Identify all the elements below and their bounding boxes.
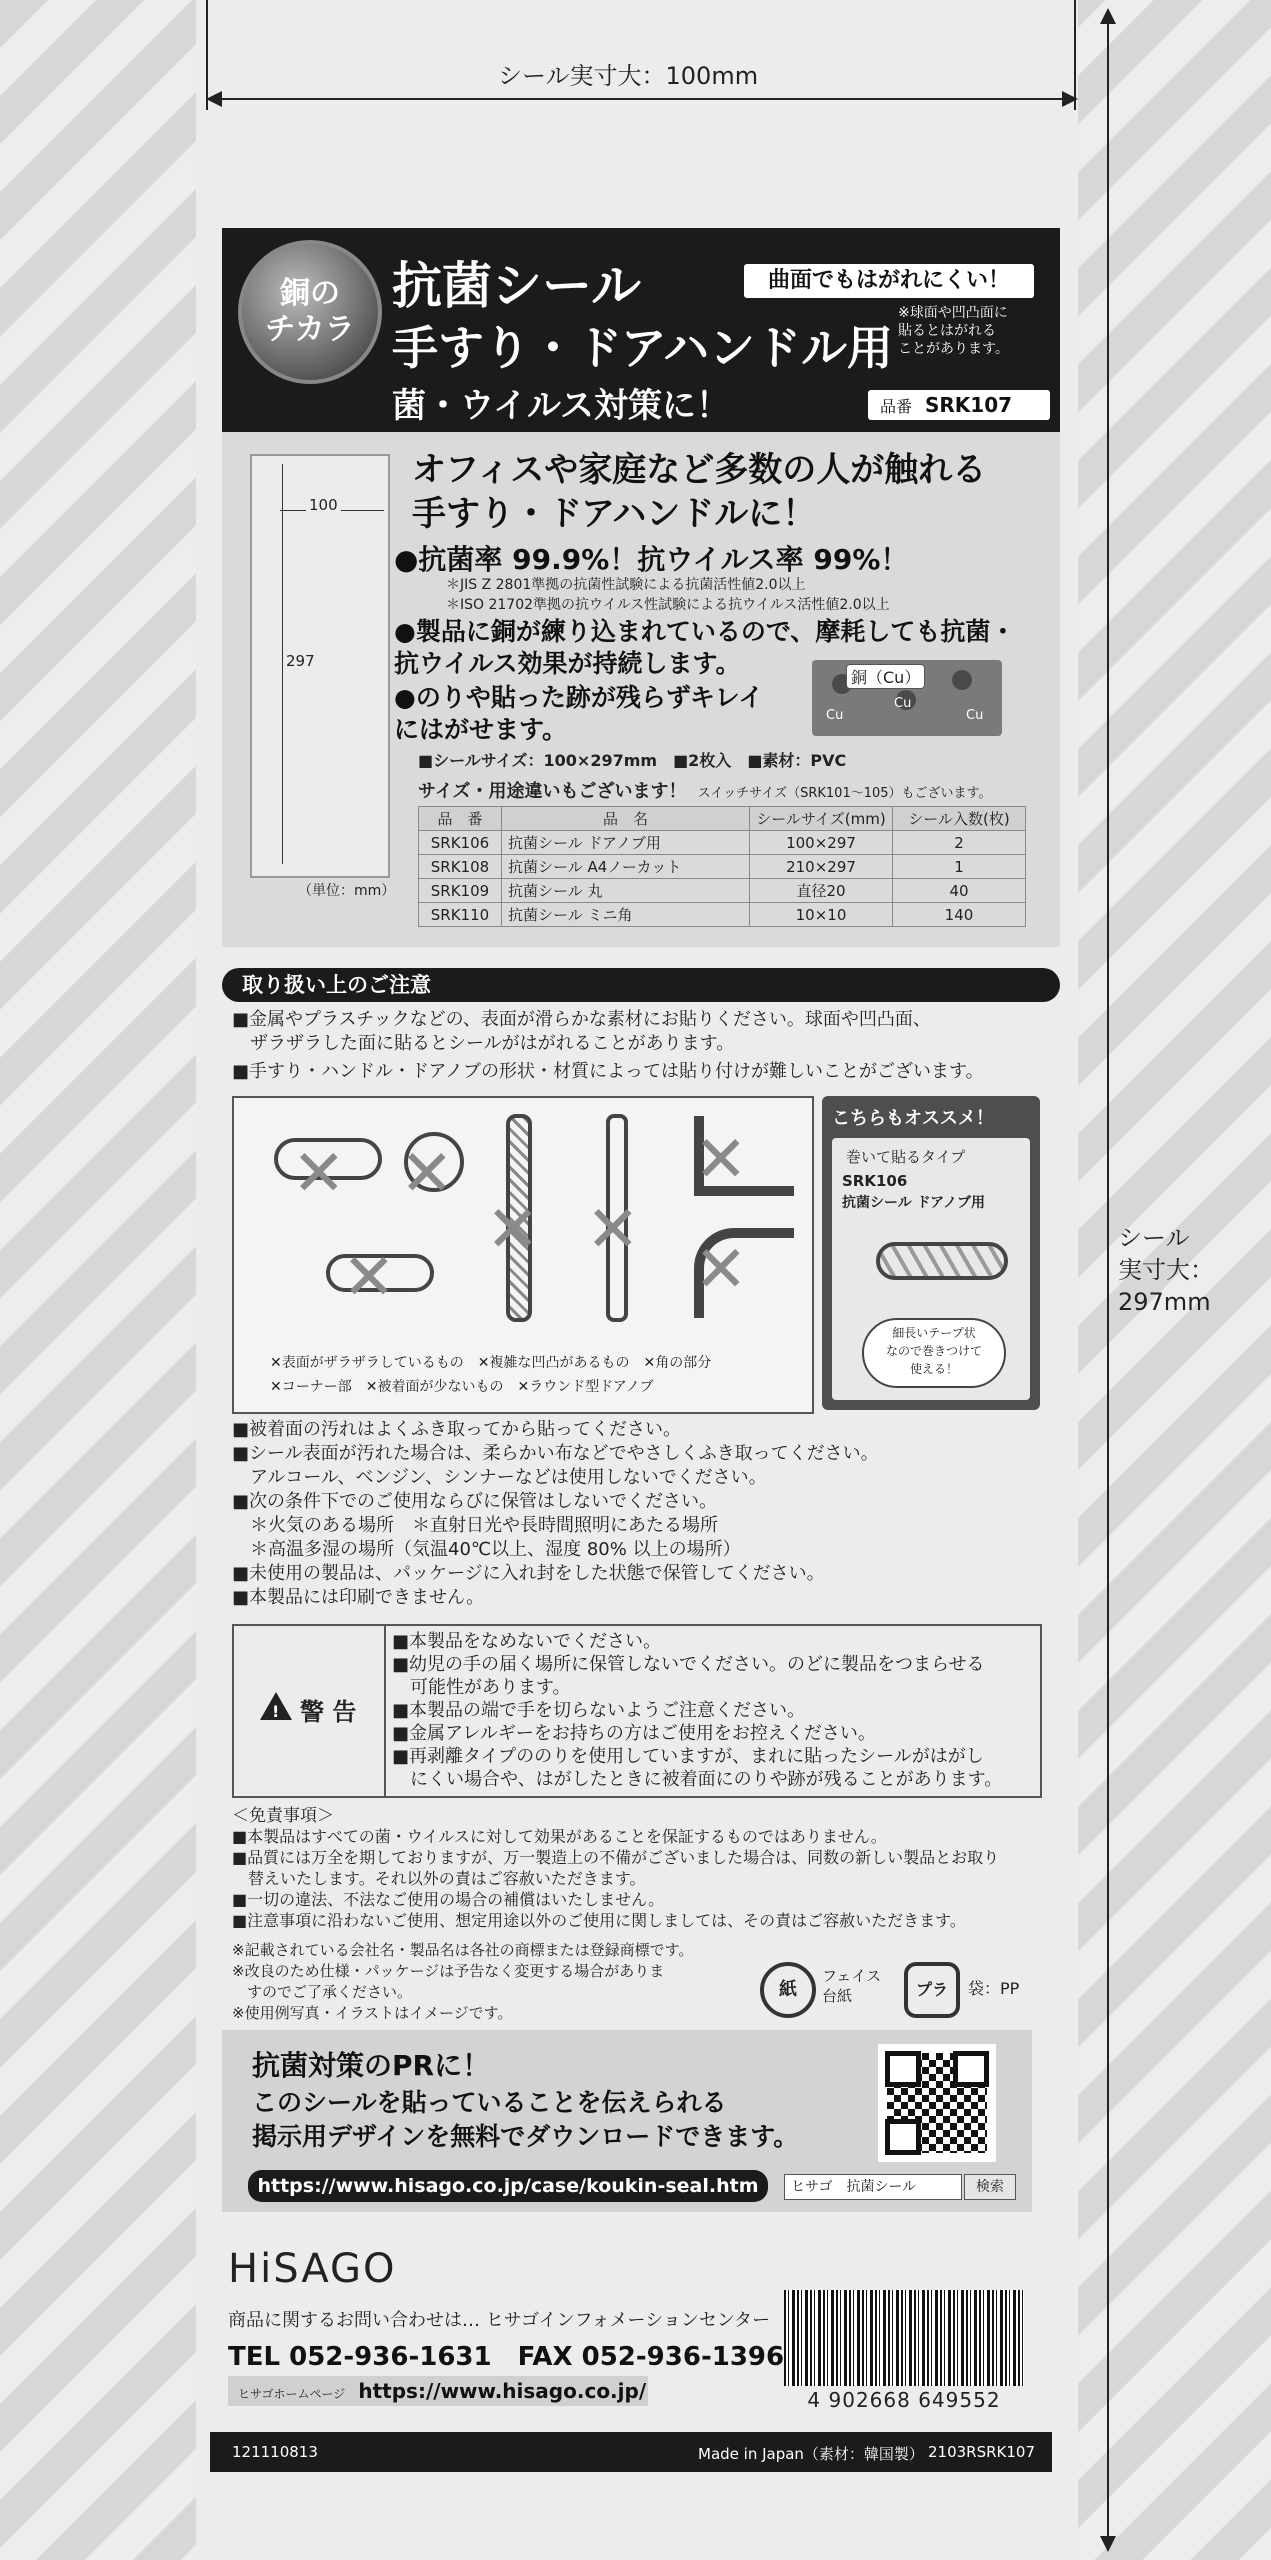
lineup-cell: 40 [893, 879, 1026, 903]
recommend-type: 巻いて貼るタイプ [846, 1148, 966, 1166]
cross-mark-icon: ✕ [292, 1137, 346, 1211]
copper-label: 銅（Cu） [846, 664, 925, 689]
width-dimension-line [208, 98, 1074, 100]
pr-title: 抗菌対策のPRに！ [252, 2049, 491, 2082]
lineup-row [419, 855, 1026, 879]
title-line2: 手すり・ドアハンドル用 [392, 321, 893, 375]
subtitle: 菌・ウイルス対策に！ [392, 386, 730, 426]
product-code-label: 品番 [880, 397, 913, 416]
lineup-row [419, 831, 1026, 855]
lineup-cell: SRK108 [419, 855, 502, 879]
recommend-card [832, 1138, 1030, 1400]
lineup-cell: 抗菌シール ミニ角 [502, 903, 750, 927]
lineup-cell: 10×10 [750, 903, 893, 927]
lineup-cell: 抗菌シール A4ノーカット [502, 855, 750, 879]
left-edge-line [206, 0, 208, 110]
caution-line1: ■金属やプラスチックなどの、表面が滑らかな素材にお貼りください。球面や凹凸面、 ザラザラした面に貼るとシールがはがれることがあります。 [232, 1009, 931, 1054]
lineup-row [419, 903, 1026, 927]
warning-text: ■本製品をなめないでください。 ■幼児の手の届く場所に保管しないでください。のどに製品をつまらせる 可能性があります。 ■本製品の端で手を切らないようご注意ください。 ■金属アレルギーをお持ちの方はご使用をお控えください。 ■再剥離タイプののりを使用していますが、まれに貼ったシールがはがし にくい場合や、はがしたときに被着面にのりや跡が残ることがあります。 [392, 1631, 1003, 1790]
product-code-box [868, 390, 1050, 420]
copper-power-badge [238, 240, 382, 384]
unsuitable-surfaces-illustration [232, 1096, 814, 1414]
feature-point2: ●製品に銅が練り込まれているので、摩耗しても抗菌・ 抗ウイルス効果が持続します。 [394, 617, 1016, 678]
cu-label: Cu [966, 708, 984, 723]
plastic-recycle-icon [904, 1962, 960, 2018]
lineup-table [418, 806, 1026, 927]
arrow-up-icon [1100, 8, 1116, 24]
feature-point3: ●のりや貼った跡が残らずキレイ にはがせます。 [394, 683, 764, 744]
search-button[interactable]: 検索 [964, 2174, 1016, 2200]
pr-url-link[interactable]: https://www.hisago.co.jp/case/koukin-seal.htm [248, 2170, 768, 2202]
caution-title: 取り扱い上のご注意 [222, 968, 1060, 1002]
lineup-header: 品 番 [419, 807, 502, 831]
warning-box [232, 1624, 1042, 1798]
lineup-block [418, 778, 1028, 927]
lineup-title: サイズ・用途違いもございます！ [418, 781, 687, 802]
arrow-down-icon [1100, 2536, 1116, 2552]
footer-left-code: 121110813 [232, 2443, 318, 2461]
warning-icon-mark: ! [272, 1702, 280, 1721]
cross-mark-icon: ✕ [694, 1123, 748, 1197]
lineup-note: スイッチサイズ（SRK101～105）もございます。 [697, 786, 992, 801]
lineup-header: シール入数(枚) [893, 807, 1026, 831]
product-code: SRK107 [924, 393, 1013, 417]
homepage-box [228, 2376, 648, 2406]
lineup-cell: 210×297 [750, 855, 893, 879]
homepage-label: ヒサゴホームページ [238, 2387, 346, 2401]
lineup-cell: SRK110 [419, 903, 502, 927]
right-edge-line [1074, 0, 1076, 110]
lineup-cell: 2 [893, 831, 1026, 855]
lineup-heading [418, 778, 1028, 806]
footer-made-in: Made in Japan（素材：韓国製） [698, 2445, 924, 2463]
qr-code-icon [878, 2044, 996, 2162]
recommend-title: こちらもオススメ！ [832, 1108, 994, 1129]
lineup-header-row [419, 807, 1026, 831]
paper-recycle-icon [760, 1962, 816, 2018]
height-dimension-line [1107, 16, 1109, 2546]
homepage-link[interactable]: https://www.hisago.co.jp/ [358, 2379, 647, 2403]
cu-label: Cu [826, 708, 844, 723]
plastic-recycle-mark: プラ [915, 1980, 948, 1999]
diagram-unit: （単位：mm） [298, 883, 396, 899]
height-dimension-label: シール 実寸大： 297mm [1118, 1224, 1214, 1316]
recommend-code: SRK106 [842, 1172, 908, 1190]
lineup-row [419, 879, 1026, 903]
caution-more: ■被着面の汚れはよくふき取ってから貼ってください。 ■シール表面が汚れた場合は、柔らかい布などでやさしくふき取ってください。 アルコール、ベンジン、シンナーなどは使用しないでください。 ■次の条件下でのご使用ならびに保管はしないでください。 ＊火気のある場所 ＊直射日光や長時間照明にあたる場所 ＊高温多湿の場所（気温40℃以上、湿度 80% 以上の場所） ■未使用の製品は、パッケージに入れ封をした状態で保管してください。 ■本製品には印刷できません。 [232, 1419, 879, 1608]
lineup-header: シールサイズ(mm) [750, 807, 893, 831]
cross-mark-icon: ✕ [586, 1193, 640, 1267]
feature-point1: ●抗菌率 99.9%！抗ウイルス率 99%！ [394, 543, 909, 576]
cross-mark-icon: ✕ [400, 1137, 454, 1211]
illus-caption1: ✕表面がザラザラしているもの ✕複雑な凹凸があるもの ✕角の部分 [270, 1355, 712, 1371]
barcode [784, 2290, 1024, 2386]
lineup-cell: SRK106 [419, 831, 502, 855]
lineup-cell: 100×297 [750, 831, 893, 855]
seal-diagram [250, 454, 390, 878]
caution-line2: ■手すり・ハンドル・ドアノブの形状・材質によっては貼り付けが難しいことがございます。 [232, 1061, 984, 1082]
feature-headline: オフィスや家庭など多数の人が触れる 手すり・ドアハンドルに！ [412, 450, 987, 534]
cross-mark-icon: ✕ [694, 1233, 748, 1307]
recommend-panel [822, 1096, 1040, 1410]
paper-recycle-mark: 紙 [779, 1979, 797, 2000]
disclaimer-title: ＜免責事項＞ [232, 1806, 334, 1826]
lineup-cell: 抗菌シール 丸 [502, 879, 750, 903]
diagram-width: 100 [306, 496, 341, 514]
copper-dot [952, 670, 972, 690]
cu-label: Cu [894, 696, 912, 711]
callout-pill: 曲面でもはがれにくい！ [744, 264, 1034, 298]
illus-caption2: ✕コーナー部 ✕被着面が少ないもの ✕ラウンド型ドアノブ [270, 1379, 654, 1395]
search-text: ヒサゴ 抗菌シール [791, 2179, 917, 2195]
diagram-height: 297 [286, 652, 315, 670]
pr-text: このシールを貼っていることを伝えられる 掲示用デザインを無料でダウンロードできます。 [252, 2088, 799, 2151]
lineup-cell: 1 [893, 855, 1026, 879]
disclaimer-text: ■本製品はすべての菌・ウイルスに対して効果があることを保証するものではありません。 ■品質には万全を期しておりますが、万一製造上の不備がございました場合は、同数の新しい製品とお取り 替えいたします。それ以外の責はご容赦いただきます。 ■一切の違法、不法なご使用の場合の補償はいたしません。 ■注意事項に沿わないご使用、想定用途以外のご使用に関しましては、その責はご容赦いただきます。 [232, 1827, 1000, 1930]
width-dimension-label: シール実寸大：100mm [492, 56, 764, 91]
warning-label: 警 告 [300, 1698, 357, 1726]
lineup-cell: 140 [893, 903, 1026, 927]
plastic-recycle-label: 袋：PP [968, 1979, 1020, 1998]
badge-line2: チカラ [265, 312, 355, 347]
cross-mark-icon: ✕ [342, 1241, 396, 1315]
disclaimer-notes: ※記載されている会社名・製品名は各社の商標または登録商標です。 ※改良のため仕様・パッケージは予告なく変更する場合がありま すのでご了承ください。 ※使用例写真・イラストはイメージです。 [232, 1941, 694, 2022]
title-line1: 抗菌シール [392, 257, 641, 315]
warning-divider [384, 1626, 386, 1796]
recommend-name: 抗菌シール ドアノブ用 [842, 1195, 986, 1211]
cross-mark-icon: ✕ [486, 1193, 540, 1267]
lineup-cell: 直径20 [750, 879, 893, 903]
wrapped-lever-shape [876, 1242, 1008, 1280]
diagram-height-line [282, 464, 283, 864]
paper-recycle-label: フェイス 台紙 [822, 1967, 882, 2005]
feature-point1-note2: ＊ISO 21702準拠の抗ウイルス性試験による抗ウイルス活性値2.0以上 [446, 597, 890, 613]
callout-note: ※球面や凹凸面に 貼るとはがれる ことがあります。 [898, 305, 1009, 357]
recommend-bubble: 細長いテープ状 なので巻きつけて 使える！ [862, 1318, 1006, 1388]
lineup-cell: 抗菌シール ドアノブ用 [502, 831, 750, 855]
search-box[interactable] [784, 2174, 962, 2200]
barcode-digits: 4 902668 649552 [784, 2388, 1024, 2412]
feature-point1-note1: ＊JIS Z 2801準拠の抗菌性試験による抗菌活性値2.0以上 [446, 577, 806, 593]
contact-tel: TEL 052-936-1631 FAX 052-936-1396 [228, 2342, 785, 2372]
lineup-header: 品 名 [502, 807, 750, 831]
footer-right-code: 2103RSRK107 [928, 2443, 1036, 2461]
contact-label: 商品に関するお問い合わせは… ヒサゴインフォメーションセンター [228, 2310, 771, 2331]
lineup-cell: SRK109 [419, 879, 502, 903]
footer-bar [210, 2432, 1052, 2472]
arrow-left-icon [206, 91, 222, 107]
badge-line1: 銅の [280, 276, 340, 311]
hisago-logo: HiSAGO [228, 2246, 397, 2292]
spec-line: ■シールサイズ：100×297mm ■2枚入 ■素材：PVC [418, 751, 847, 770]
